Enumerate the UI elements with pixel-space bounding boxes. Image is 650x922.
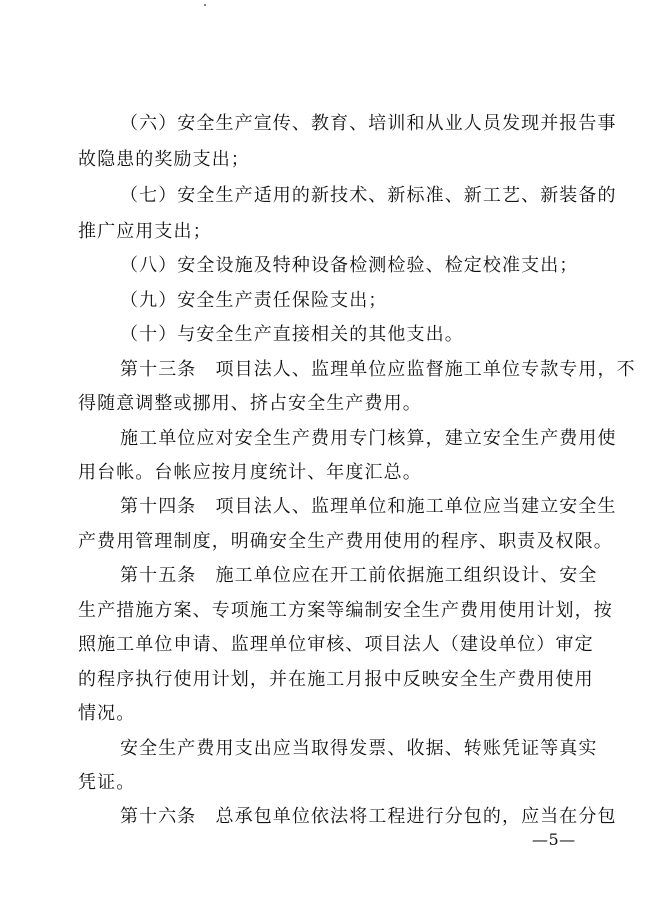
text-line-1: （六）安全生产宣传、教育、培训和从业人员发现并报告事	[120, 113, 617, 134]
article-15-line-4: 的程序执行使用计划，并在施工月报中反映安全生产费用使用	[78, 669, 594, 690]
article-15-line-2: 生产措施方案、专项施工方案等编制安全生产费用使用计划，按	[78, 600, 613, 621]
article-13-line-1: 第十三条 项目法人、监理单位应监督施工单位专款专用，不	[120, 359, 636, 380]
article-15-line-3: 照施工单位申请、监理单位审核、项目法人（建设单位）审定	[78, 634, 594, 655]
article-13-line-2: 得随意调整或挪用、挤占安全生产费用。	[78, 393, 422, 414]
article-16-line-1: 第十六条 总承包单位依法将工程进行分包的，应当在分包	[120, 806, 617, 827]
text-line-7: （十）与安全生产直接相关的其他支出。	[120, 324, 464, 345]
text-line-2: 故隐患的奖励支出；	[78, 149, 250, 170]
text-line-3: （七）安全生产适用的新技术、新标准、新工艺、新装备的	[120, 185, 617, 206]
text-line-6: （九）安全生产责任保险支出；	[120, 290, 388, 311]
article-15-line-5: 情况。	[78, 703, 136, 724]
text-line-11: 用台帐。台帐应按月度统计、年度汇总。	[78, 462, 422, 483]
article-15-line-1: 第十五条 施工单位应在开工前依据施工组织设计、安全	[120, 565, 598, 586]
text-line-20: 凭证。	[78, 772, 136, 793]
text-line-4: 推广应用支出；	[78, 221, 212, 242]
text-line-10: 施工单位应对安全生产费用专门核算，建立安全生产费用使	[120, 428, 617, 449]
text-line-5: （八）安全设施及特种设备检测检验、检定校准支出；	[120, 255, 579, 276]
article-14-line-2: 产费用管理制度，明确安全生产费用使用的程序、职责及权限。	[78, 531, 613, 552]
text-line-19: 安全生产费用支出应当取得发票、收据、转账凭证等真实	[120, 738, 598, 759]
article-14-line-1: 第十四条 项目法人、监理单位和施工单位应当建立安全生	[120, 496, 617, 517]
page-number: —5—	[532, 830, 576, 849]
scan-speck	[204, 4, 206, 6]
